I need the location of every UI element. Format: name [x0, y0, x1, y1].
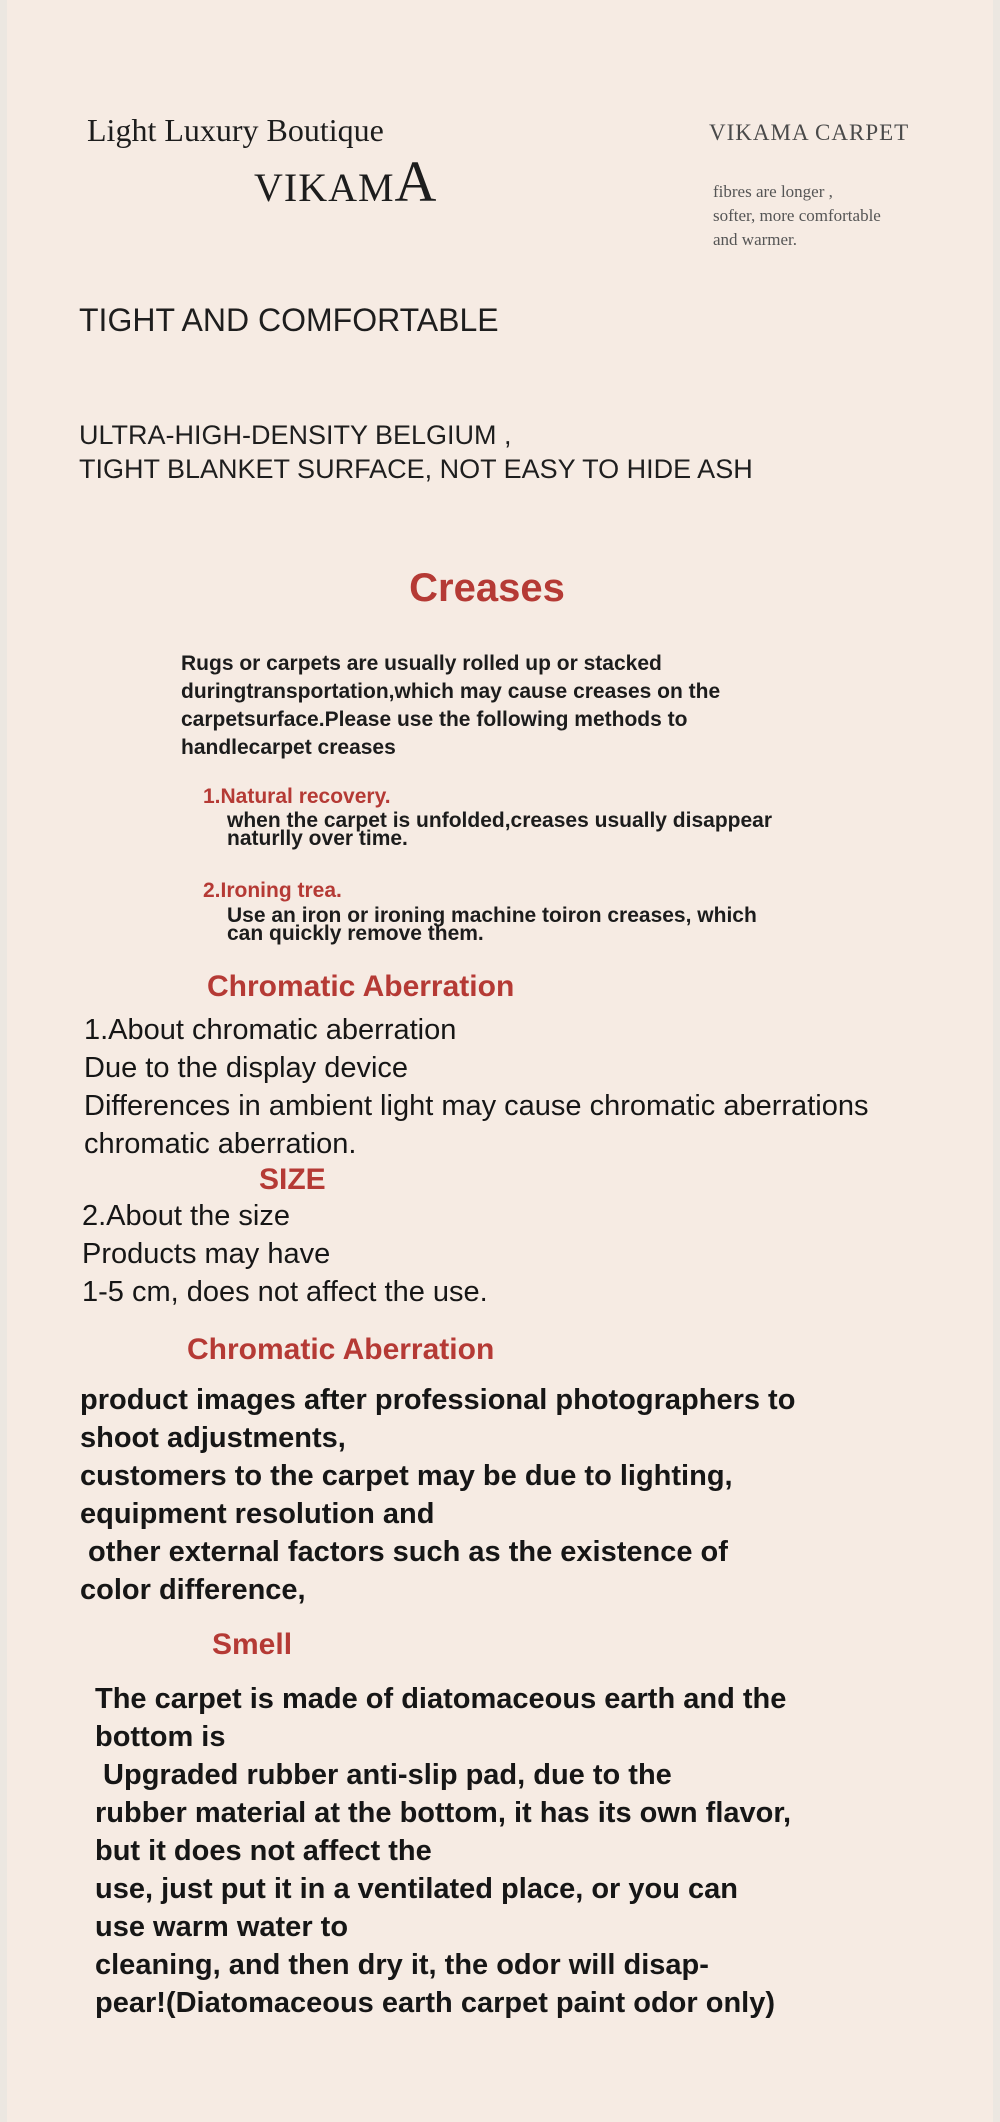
intro-line: carpetsurface.Please use the following methods to [181, 708, 688, 731]
brand-logo-main: VIKAM [254, 165, 395, 210]
brand-logo [254, 148, 437, 215]
size-text [82, 1197, 488, 1311]
product-info-page [7, 0, 993, 2122]
chromatic-heading-1: Chromatic Aberration [207, 970, 515, 1003]
brand-right-title: VIKAMA CARPET [709, 120, 910, 145]
chromatic-text-2 [80, 1381, 795, 1609]
note-line: softer, more comfortable [713, 206, 881, 225]
tight-title: TIGHT AND COMFORTABLE [79, 302, 499, 338]
method-2-body [227, 904, 757, 945]
smell-line: pear!(Diatomaceous earth carpet paint odor only) [95, 1987, 776, 2019]
chromatic2-line: equipment resolution and [80, 1498, 435, 1530]
creases-heading: Creases [409, 566, 565, 610]
note-line: and warmer. [713, 230, 798, 249]
smell-line: rubber material at the bottom, it has its own flavor, [95, 1797, 792, 1829]
tight-line: ULTRA-HIGH-DENSITY BELGIUM , [79, 420, 512, 450]
method-1-body [227, 809, 773, 850]
chromatic-line: 1.About chromatic aberration [84, 1014, 457, 1046]
note-line: fibres are longer , [713, 182, 833, 201]
tight-line: TIGHT BLANKET SURFACE, NOT EASY TO HIDE ASH [79, 454, 753, 484]
chromatic2-line: customers to the carpet may be due to lighting, [80, 1460, 733, 1492]
creases-intro [181, 650, 720, 762]
brand-tagline: Light Luxury Boutique [87, 112, 384, 148]
smell-heading: Smell [212, 1628, 293, 1661]
brand-logo-last: A [394, 149, 438, 214]
size-line: 2.About the size [82, 1200, 290, 1232]
size-line: 1-5 cm, does not affect the use. [82, 1276, 488, 1308]
method-line: Use an iron or ironing machine toiron creases, which [227, 904, 757, 927]
chromatic2-line: product images after professional photographers to [80, 1384, 796, 1416]
smell-line: use warm water to [95, 1911, 349, 1943]
chromatic2-line: color difference, [80, 1574, 306, 1606]
intro-line: duringtransportation,which may cause creases on the [181, 680, 721, 703]
size-heading: SIZE [259, 1163, 326, 1196]
chromatic-line: chromatic aberration. [84, 1128, 357, 1160]
smell-line: but it does not affect the [95, 1835, 432, 1867]
method-2-title: 2.Ironing trea. [203, 879, 342, 902]
smell-text [95, 1680, 791, 2022]
smell-line: bottom is [95, 1721, 226, 1753]
size-line: Products may have [82, 1238, 331, 1270]
method-line: when the carpet is unfolded,creases usually disappear [227, 809, 773, 832]
smell-line: cleaning, and then dry it, the odor will disap- [95, 1949, 709, 1981]
chromatic-heading-2: Chromatic Aberration [187, 1333, 495, 1366]
tight-description [79, 418, 753, 486]
chromatic-line: Differences in ambient light may cause chromatic aberrations [84, 1090, 869, 1122]
method-line: naturlly over time. [227, 827, 408, 850]
chromatic2-line: shoot adjustments, [80, 1422, 346, 1454]
smell-line: use, just put it in a ventilated place, or you can [95, 1873, 738, 1905]
smell-line: Upgraded rubber anti-slip pad, due to the [95, 1759, 672, 1791]
smell-line: The carpet is made of diatomaceous earth and the [95, 1683, 787, 1715]
method-1-title: 1.Natural recovery. [203, 785, 391, 808]
chromatic-line: Due to the display device [84, 1052, 409, 1084]
method-line: can quickly remove them. [227, 922, 484, 945]
intro-line: handlecarpet creases [181, 736, 396, 759]
chromatic2-line: other external factors such as the existence of [80, 1536, 728, 1568]
intro-line: Rugs or carpets are usually rolled up or stacked [181, 652, 662, 675]
brand-right-note [713, 180, 881, 252]
chromatic-text-1 [84, 1011, 868, 1163]
